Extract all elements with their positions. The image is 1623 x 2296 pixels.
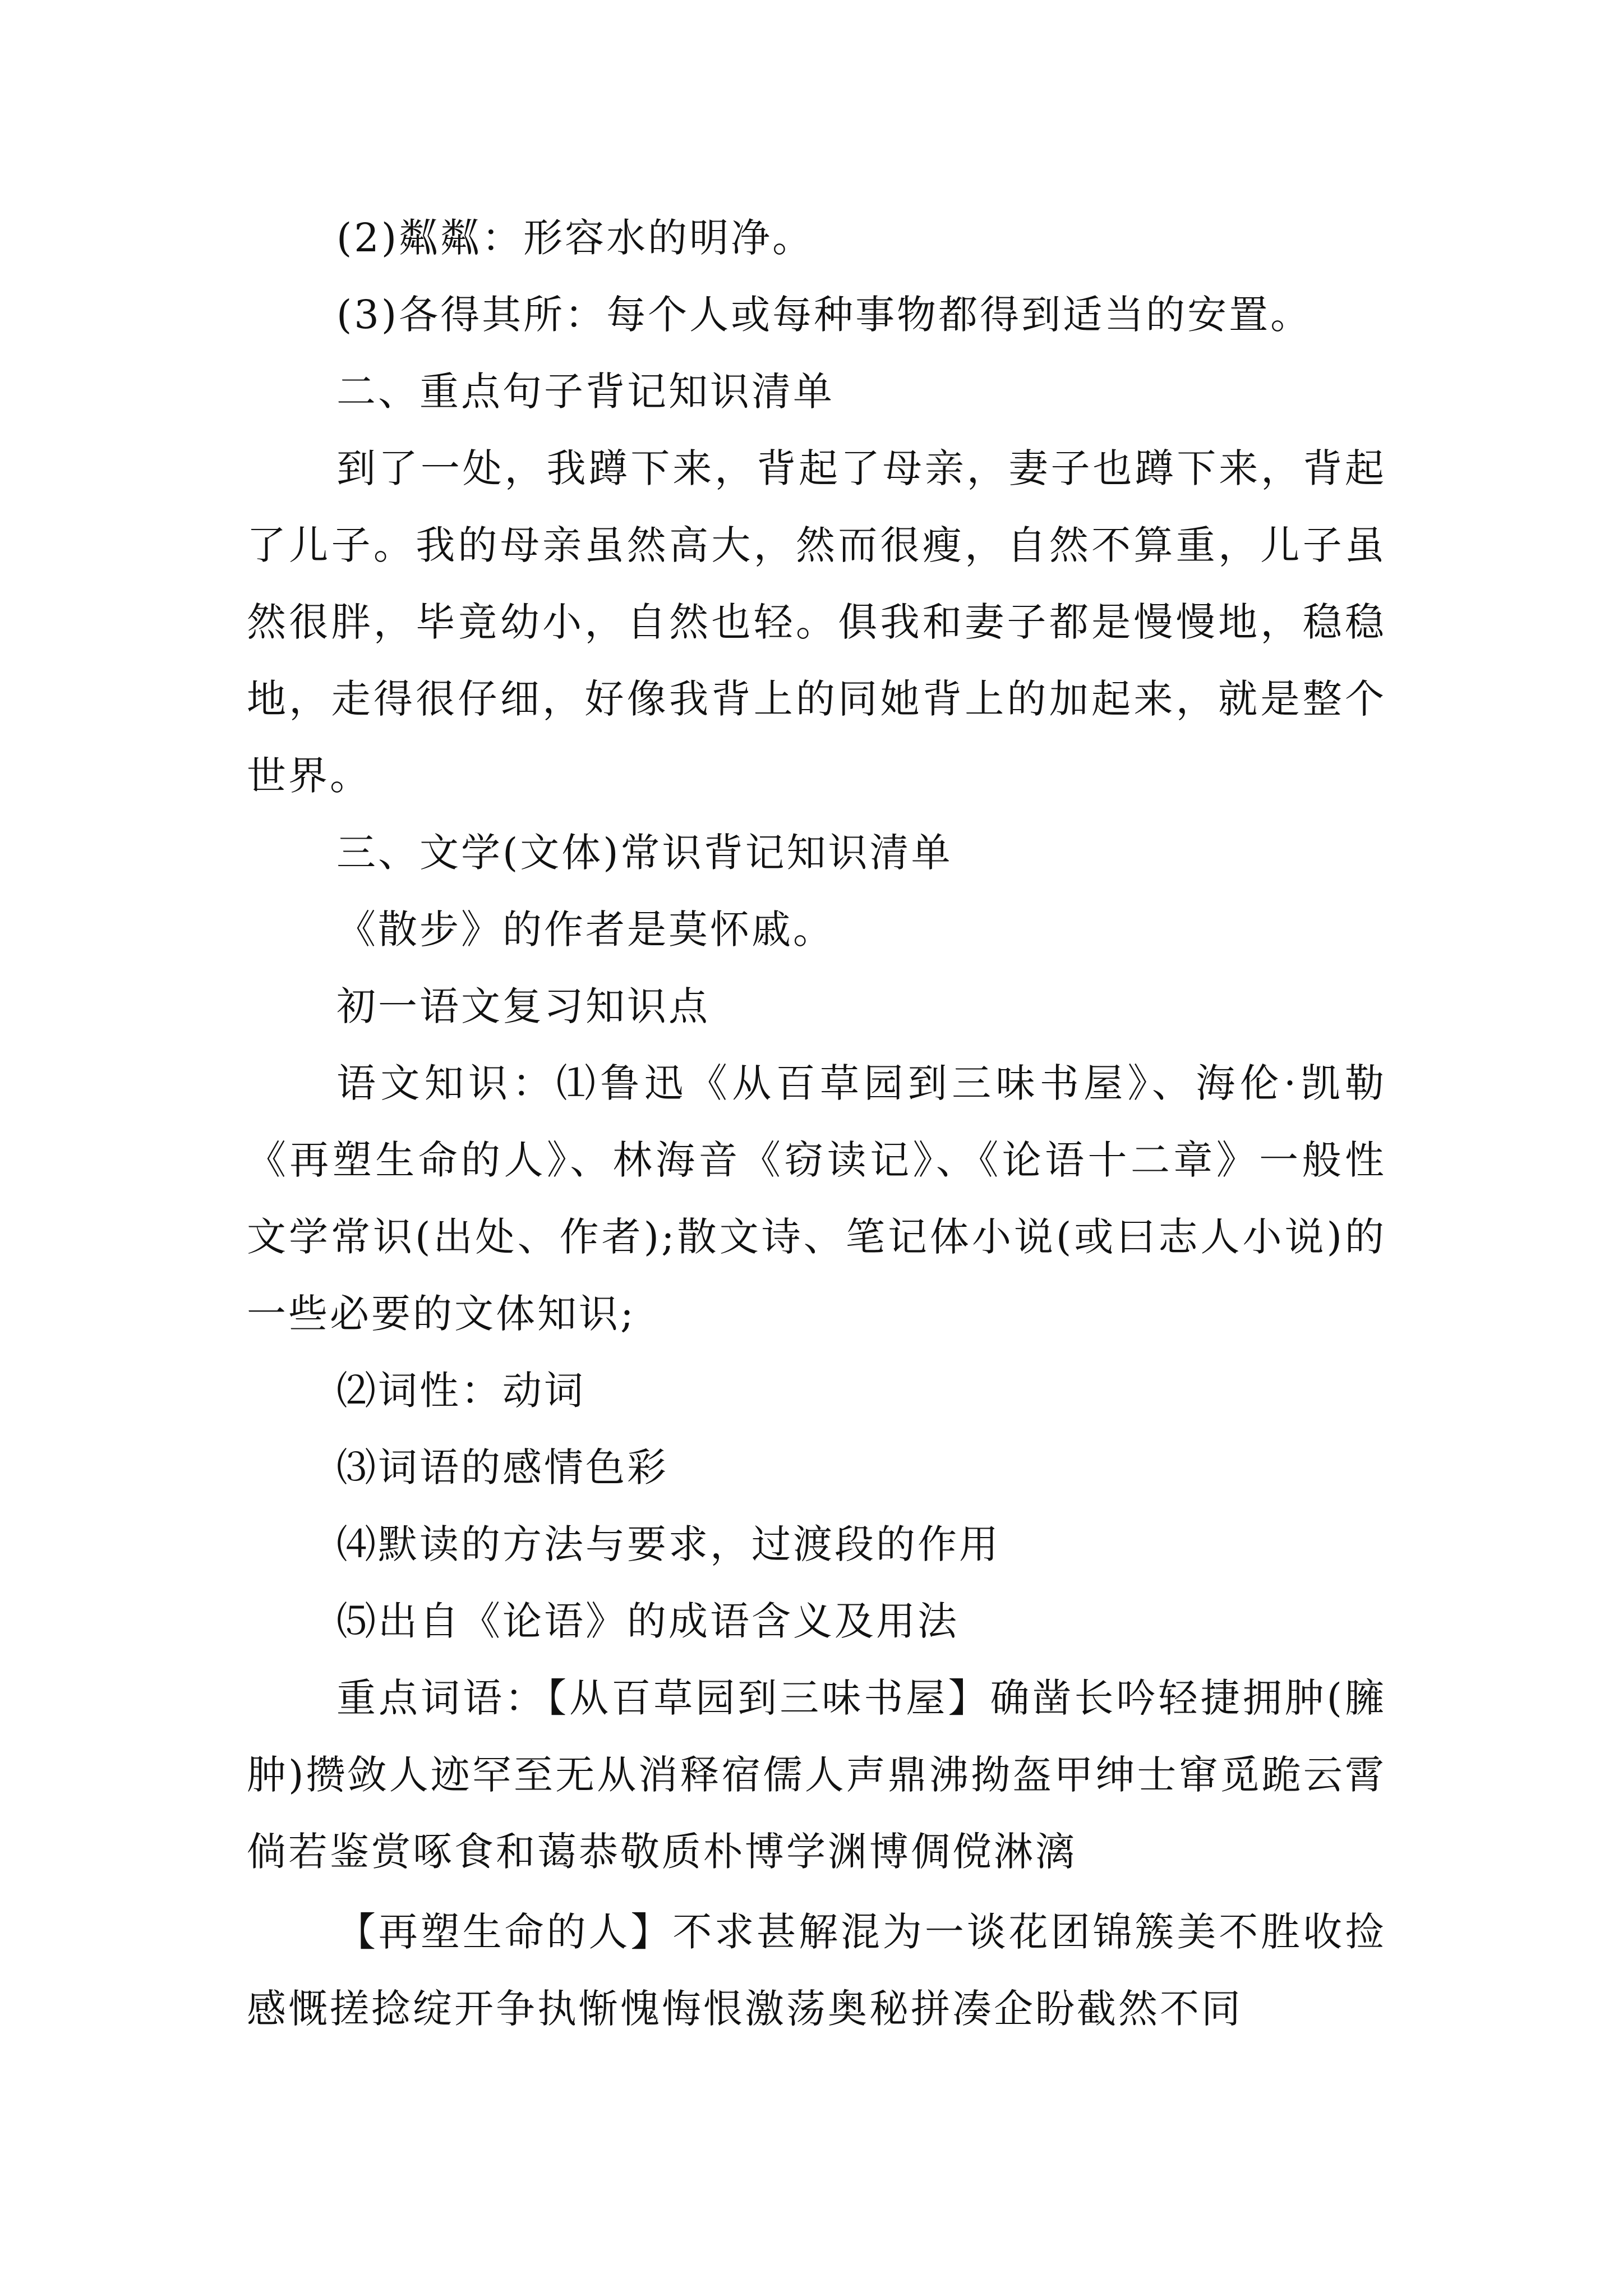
section-heading-review: 初一语文复习知识点 (336, 983, 710, 1029)
section-heading-key-sentences: 二、重点句子背记知识清单 (336, 369, 834, 415)
paragraph-language-knowledge: 语文知识：⑴鲁迅《从百草园到三味书屋》、海伦·凯勒《再塑生命的人》、林海音《窃读记》、《论语十二章》一般性文学常识(出处、作者);散文诗、笔记体小说(或曰志人小说)的一些必要的文体知识; (247, 1060, 1386, 1337)
list-item-emotional-color: ⑶词语的感情色彩 (336, 1444, 668, 1490)
list-item-part-of-speech: ⑵词性：动词 (336, 1368, 585, 1414)
paragraph-author: 《散步》的作者是莫怀戚。 (336, 907, 834, 953)
document-body (247, 200, 1386, 2047)
paragraph-key-sentence: 到了一处，我蹲下来，背起了母亲，妻子也蹲下来，背起了儿子。我的母亲虽然高大，然而很瘦，自然不算重，儿子虽然很胖，毕竟幼小，自然也轻。俱我和妻子都是慢慢地，稳稳地，走得很仔细，好像我背上的同她背上的加起来，就是整个世界。 (247, 445, 1386, 799)
paragraph-key-words-1: 重点词语：【从百草园到三味书屋】确凿长吟轻捷拥肿(臃肿)攒敛人迹罕至无从消释宿儒人声鼎沸拗盔甲绅士窜觅跪云霄倘若鉴赏啄食和蔼恭敬质朴博学渊博倜傥淋漓 (247, 1675, 1386, 1875)
paragraph-1: (2)粼粼：形容水的明净。 (336, 215, 814, 261)
list-item-idioms: ⑸出自《论语》的成语含义及用法 (336, 1598, 959, 1644)
paragraph-key-words-2: 【再塑生命的人】不求甚解混为一谈花团锦簇美不胜收捡感慨搓捻绽开争执惭愧悔恨激荡奥秘拼凑企盼截然不同 (247, 1909, 1386, 2032)
list-item-silent-reading: ⑷默读的方法与要求，过渡段的作用 (336, 1521, 1000, 1567)
paragraph-2: (3)各得其所：每个人或每种事物都得到适当的安置。 (336, 292, 1312, 338)
section-heading-literature: 三、文学(文体)常识背记知识清单 (336, 830, 953, 876)
